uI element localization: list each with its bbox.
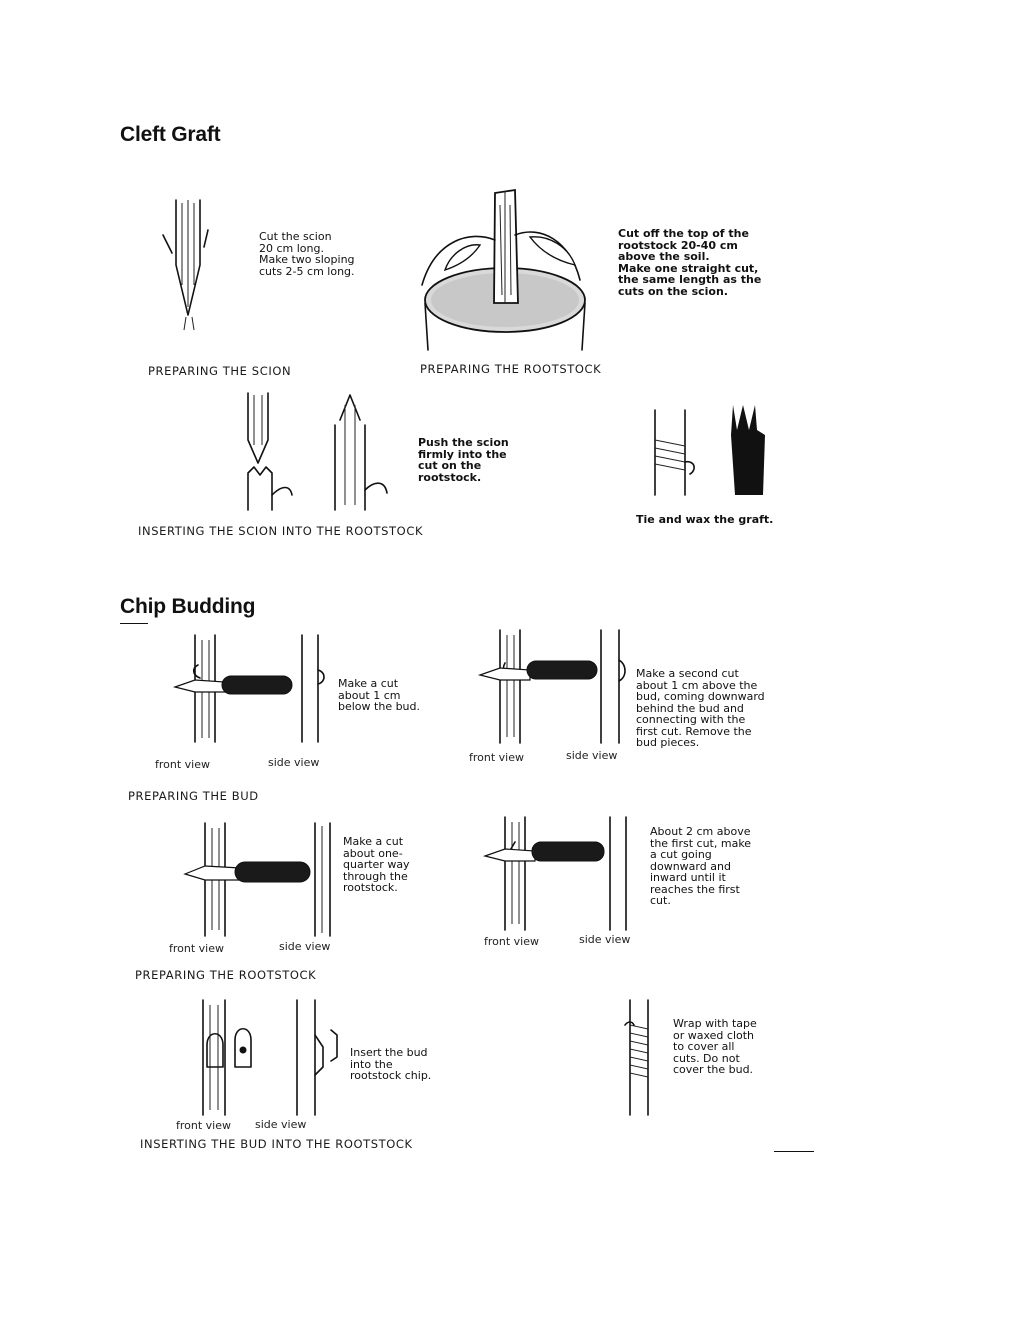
tie-wax-note: Tie and wax the graft.	[636, 513, 774, 526]
inserting-scion-caption: INSERTING THE SCION INTO THE ROOTSTOCK	[138, 524, 424, 538]
side-view-label: side view	[255, 1118, 307, 1131]
side-view-label: side view	[566, 749, 618, 762]
preparing-bud-caption: PREPARING THE BUD	[128, 789, 259, 803]
front-view-label: front view	[155, 758, 210, 771]
push-scion-note: Push the scion firmly into the cut on the rootstock.	[418, 436, 509, 484]
second-cut-note: Make a second cut about 1 cm above the bud, coming downward behind the bud and connecting with the first cut. Remove the bud pieces.	[636, 667, 765, 749]
rootstock-cut-illustration	[180, 818, 340, 938]
wrapped-stem-illustration	[620, 995, 660, 1120]
front-view-label: front view	[176, 1119, 231, 1132]
chip-budding-heading: Chip Budding	[120, 595, 256, 618]
second-rootstock-cut-note: About 2 cm above the first cut, make a cut going downward and inward until it reaches the first cut.	[650, 825, 752, 907]
cut-below-bud-note: Make a cut about 1 cm below the bud.	[338, 677, 421, 713]
quarter-cut-note: Make a cut about one- quarter way through the rootstock.	[343, 835, 410, 894]
rootstock-note: Cut off the top of the rootstock 20-40 cm above the soil. Make one straight cut, the same length as the cuts on the scion.	[618, 227, 762, 298]
front-view-label: front view	[169, 942, 224, 955]
tied-graft-illustration	[645, 400, 775, 500]
scion-note: Cut the scion 20 cm long. Make two sloping cuts 2-5 cm long.	[259, 230, 355, 278]
knife-icon	[222, 676, 292, 694]
front-view-label: front view	[469, 751, 524, 764]
insert-scion-illustration	[240, 385, 400, 515]
preparing-rootstock-chip-caption: PREPARING THE ROOTSTOCK	[135, 968, 317, 982]
rootstock-illustration	[410, 185, 600, 355]
cleft-graft-heading: Cleft Graft	[120, 123, 221, 146]
front-view-label: front view	[484, 935, 539, 948]
side-view-label: side view	[579, 933, 631, 946]
side-view-label: side view	[279, 940, 331, 953]
bud-chip-illustration	[195, 995, 355, 1120]
side-view-label: side view	[268, 756, 320, 769]
inserting-bud-caption: INSERTING THE BUD INTO THE ROOTSTOCK	[140, 1137, 413, 1151]
preparing-rootstock-caption: PREPARING THE ROOTSTOCK	[420, 362, 602, 376]
wrap-note: Wrap with tape or waxed cloth to cover all cuts. Do not cover the bud.	[673, 1017, 757, 1076]
heading-underline	[120, 623, 148, 624]
insert-bud-note: Insert the bud into the rootstock chip.	[350, 1046, 432, 1082]
bud-cut-below-illustration	[170, 630, 330, 745]
bud-cut-above-illustration	[475, 625, 635, 745]
second-rootstock-cut-illustration	[480, 812, 640, 932]
divider	[774, 1151, 814, 1152]
preparing-scion-caption: PREPARING THE SCION	[148, 364, 292, 378]
scion-illustration	[158, 195, 218, 335]
